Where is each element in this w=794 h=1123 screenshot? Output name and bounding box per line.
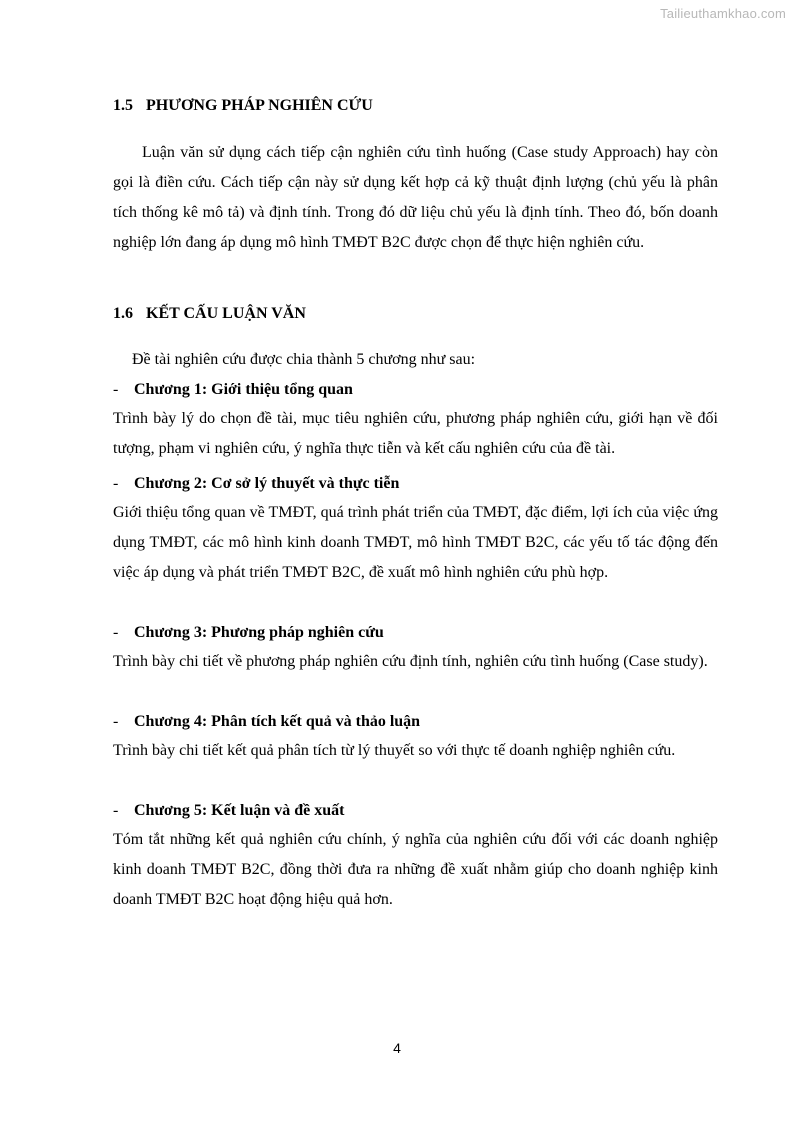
section-title: KẾT CẤU LUẬN VĂN [146,305,306,322]
section-1-5-paragraph: Luận văn sử dụng cách tiếp cận nghiên cứu tình huống (Case study Approach) hay còn gọi là điền cứu. Cách tiếp cận này sử dụng kết hợp cả kỹ thuật định lượng (chủ yếu là phân tích thống kê mô tả) và định tính. Trong đó dữ liệu chủ yếu là định tính. Theo đó, bốn doanh nghiệp lớn đang áp dụng mô hình TMĐT B2C được chọn để thực hiện nghiên cứu. [113,144,718,251]
chapter-4-heading [113,712,420,732]
chapter-title: Chương 1: Giới thiệu tổng quan [134,381,353,398]
chapter-3-description: Trình bày chi tiết về phương pháp nghiên cứu định tính, nghiên cứu tình huống (Case study). [113,653,708,670]
bullet-dash: - [113,802,119,819]
section-title: PHƯƠNG PHÁP NGHIÊN CỨU [146,97,373,114]
chapter-title: Chương 2: Cơ sở lý thuyết và thực tiễn [134,475,400,492]
chapter-1-description: Trình bày lý do chọn đề tài, mục tiêu nghiên cứu, phương pháp nghiên cứu, giới hạn về đối tượng, phạm vi nghiên cứu, ý nghĩa thực tiễn và kết cấu nghiên cứu của đề tài. [113,410,718,457]
chapter-5-heading [113,801,344,821]
section-number: 1.5 [113,97,133,114]
chapter-5-description: Tóm tắt những kết quả nghiên cứu chính, ý nghĩa của nghiên cứu đối với các doanh nghiệp kinh doanh TMĐT B2C, đồng thời đưa ra những đề xuất nhằm giúp cho doanh nghiệp kinh doanh TMĐT B2C hoạt động hiệu quả hơn. [113,831,718,908]
bullet-dash: - [113,624,119,641]
chapter-1-heading [113,380,353,400]
chapter-title: Chương 4: Phân tích kết quả và thảo luận [134,713,421,730]
bullet-dash: - [113,475,119,492]
chapter-title: Chương 3: Phương pháp nghiên cứu [134,624,384,641]
watermark: Tailieuthamkhao.com [660,6,786,21]
chapter-title: Chương 5: Kết luận và đề xuất [134,802,345,819]
chapter-3-heading [113,623,384,643]
section-heading-1-6 [113,304,306,324]
bullet-dash: - [113,713,119,730]
chapter-2-description: Giới thiệu tổng quan về TMĐT, quá trình phát triển của TMĐT, đặc điểm, lợi ích của việc ứng dụng TMĐT, các mô hình kinh doanh TMĐT, mô hình TMĐT B2C, các yếu tố tác động đến việc áp dụng và phát triển TMĐT B2C, đề xuất mô hình nghiên cứu phù hợp. [113,504,718,581]
section-1-6-intro: Đề tài nghiên cứu được chia thành 5 chương như sau: [132,351,476,368]
section-number: 1.6 [113,305,133,322]
bullet-dash: - [113,381,119,398]
page-number: 4 [393,1040,401,1056]
chapter-2-heading [113,474,399,494]
section-heading-1-5 [113,96,373,116]
chapter-4-description: Trình bày chi tiết kết quả phân tích từ lý thuyết so với thực tế doanh nghiệp nghiên cứu. [113,742,676,759]
